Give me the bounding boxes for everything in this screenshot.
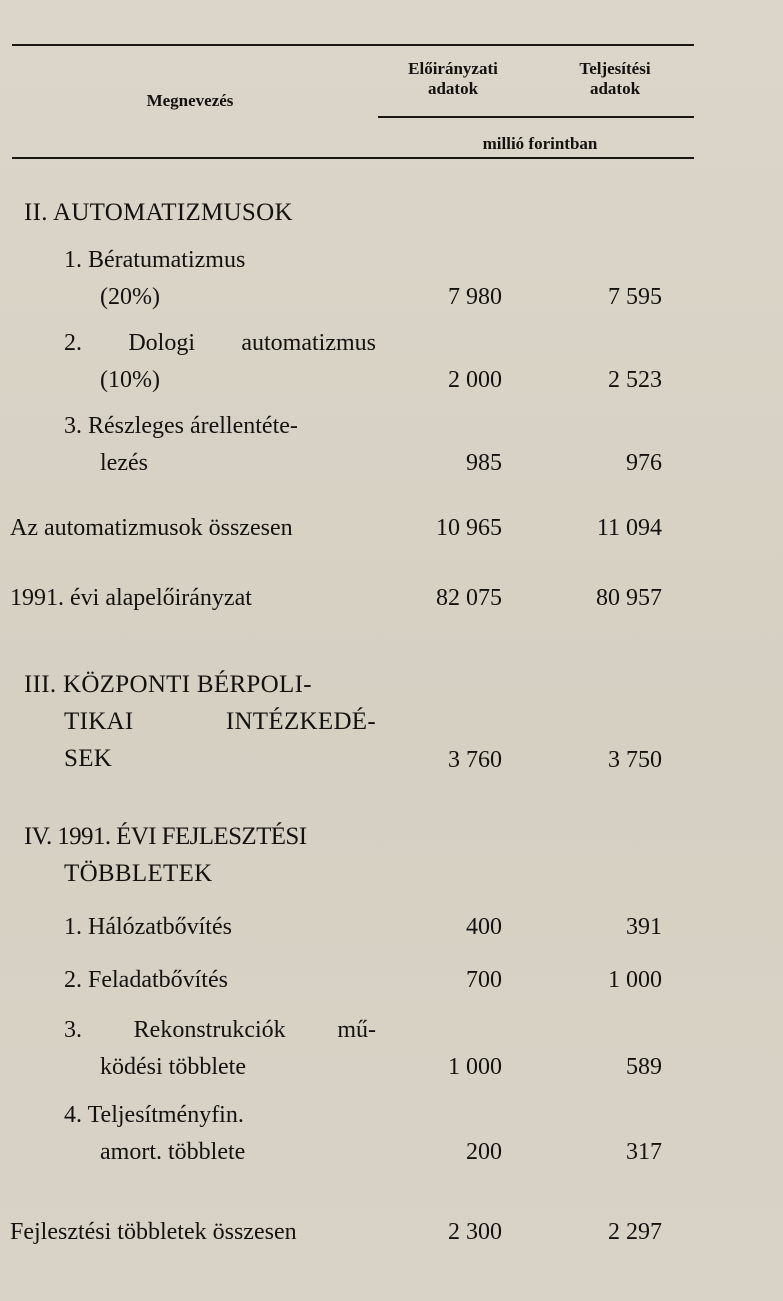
wage-policy-actual: 3 750 [608, 747, 662, 773]
item-material-automatism-line2: (10%) [100, 367, 160, 393]
item-reconstruction-plan: 1 000 [448, 1054, 502, 1080]
item-wage-automatism-line2: (20%) [100, 284, 160, 310]
item-performance-finance-plan: 200 [466, 1139, 502, 1165]
item-wage-automatism-line1: 1. Bératumatizmus [64, 247, 246, 273]
column-header-plan: Előirányzati adatok [408, 59, 498, 98]
item-reconstruction-line2: ködési többlete [100, 1054, 246, 1080]
automatisms-total-plan: 10 965 [436, 515, 502, 541]
automatisms-total-label: Az automatizmusok összesen [10, 515, 293, 541]
section-title-wage-policy-line3: SEK [64, 745, 113, 772]
item-reconstruction-line1: 3. Rekonstrukciók mű- [64, 1017, 376, 1043]
item-price-compensation-plan: 985 [466, 450, 502, 476]
section-title-wage-policy-line2: TIKAI INTÉZKEDÉ- [64, 708, 376, 735]
item-task-expansion-label: 2. Feladatbővítés [64, 967, 228, 993]
item-performance-finance-line2: amort. többlete [100, 1139, 246, 1165]
development-total-label: Fejlesztési többletek összesen [10, 1219, 297, 1245]
base-appropriation-label: 1991. évi alapelőirányzat [10, 585, 252, 611]
item-performance-finance-actual: 317 [626, 1139, 662, 1165]
item-performance-finance-line1: 4. Teljesítményfin. [64, 1102, 244, 1128]
item-network-expansion-actual: 391 [626, 914, 662, 940]
item-wage-automatism-actual: 7 595 [608, 284, 662, 310]
item-network-expansion-label: 1. Hálózatbővítés [64, 914, 232, 940]
item-material-automatism-line1: 2. Dologi automatizmus [64, 330, 376, 356]
column-header-name: Megnevezés [146, 91, 234, 110]
header-bottom-rule [12, 157, 694, 159]
column-header-actual: Teljesítési adatok [579, 59, 651, 98]
header-top-rule [12, 44, 694, 46]
item-task-expansion-actual: 1 000 [608, 967, 662, 993]
item-price-compensation-line1: 3. Részleges árellentéte- [64, 413, 298, 439]
wage-policy-plan: 3 760 [448, 747, 502, 773]
development-total-actual: 2 297 [608, 1219, 662, 1245]
item-material-automatism-plan: 2 000 [448, 367, 502, 393]
section-title-development-line2: TÖBBLETEK [64, 860, 213, 887]
base-appropriation-actual: 80 957 [596, 585, 662, 611]
unit-label: millió forintban [482, 134, 598, 153]
automatisms-total-actual: 11 094 [596, 515, 662, 541]
section-title-development-line1: IV. 1991. ÉVI FEJLESZTÉSI [24, 823, 307, 850]
base-appropriation-plan: 82 075 [436, 585, 502, 611]
item-reconstruction-actual: 589 [626, 1054, 662, 1080]
item-price-compensation-actual: 976 [626, 450, 662, 476]
section-title-wage-policy-line1: III. KÖZPONTI BÉRPOLI- [24, 671, 312, 698]
item-price-compensation-line2: lezés [100, 450, 148, 476]
development-total-plan: 2 300 [448, 1219, 502, 1245]
item-material-automatism-actual: 2 523 [608, 367, 662, 393]
item-network-expansion-plan: 400 [466, 914, 502, 940]
header-mid-rule [378, 116, 694, 118]
section-title-automatisms: II. AUTOMATIZMUSOK [24, 199, 293, 226]
item-wage-automatism-plan: 7 980 [448, 284, 502, 310]
item-task-expansion-plan: 700 [466, 967, 502, 993]
